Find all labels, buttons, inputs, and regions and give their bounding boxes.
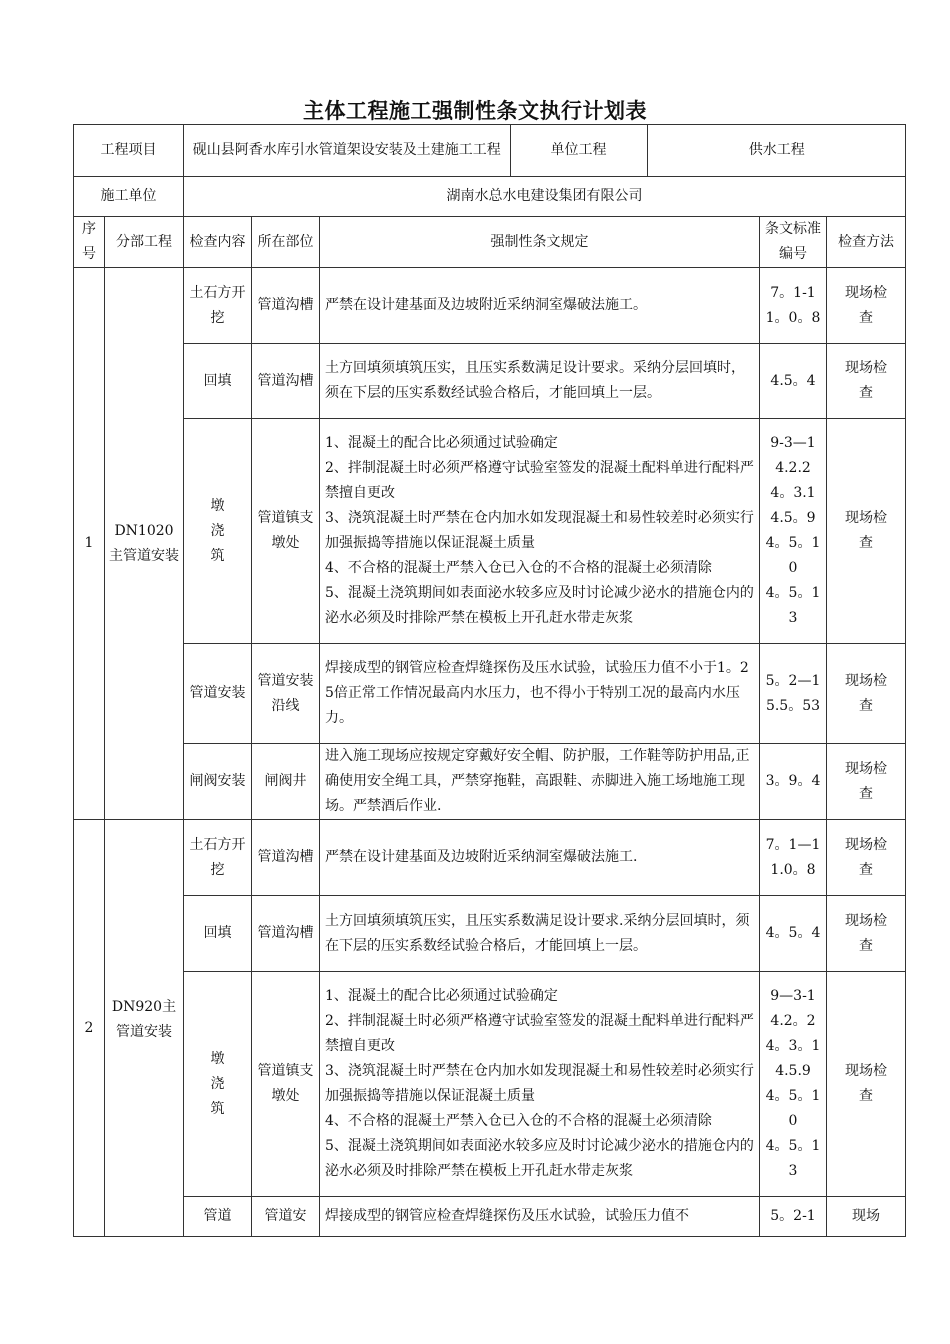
contractor-label: 施工单位	[74, 177, 184, 217]
row-code: 7。1-11。0。8	[760, 268, 827, 344]
code-line: 4。5。10	[765, 1088, 821, 1129]
regulation-line: 2、拌制混凝土时必须严格遵守试验室签发的混凝土配料单进行配料严禁擅自更改	[325, 460, 754, 501]
row-regulation	[320, 268, 760, 344]
row-regulation	[320, 744, 760, 820]
code-line: 9—3-1	[770, 988, 816, 1004]
row-location: 管道沟槽	[252, 896, 320, 972]
regulation-line: 3、浇筑混凝土时严禁在仓内加水如发现混凝土和易性较差时必须实行加强振捣等措施以保证混凝土质量	[325, 1063, 754, 1104]
row-content: 闸阀安装	[184, 744, 252, 820]
row-code: 5。2-1	[760, 1197, 827, 1237]
page-title: 主体工程施工强制性条文执行计划表	[303, 99, 647, 123]
header-row	[74, 217, 906, 268]
row-method: 现场检查	[827, 644, 906, 744]
row-method: 现场检查	[827, 896, 906, 972]
row-content: 墩浇筑	[184, 419, 252, 644]
row-method: 现场检查	[827, 268, 906, 344]
table-row	[74, 972, 906, 1197]
row-code	[760, 644, 827, 744]
regulation-line: 焊接成型的钢管应检查焊缝探伤及压水试验，试验压力值不	[325, 1208, 689, 1224]
row-location: 管道沟槽	[252, 820, 320, 896]
row-content: 管道	[184, 1197, 252, 1237]
regulation-line: 4、不合格的混凝土严禁入仓已入仓的不合格的混凝土必须清除	[325, 1113, 712, 1129]
regulation-line: 5、混凝土浇筑期间如表面泌水较多应及时讨论减少泌水的措施仓内的泌水必须及时排除严禁在模板上开孔赶水带走灰浆	[325, 585, 754, 626]
row-content: 墩浇筑	[184, 972, 252, 1197]
table-row	[74, 896, 906, 972]
row-location: 管道镇支墩处	[252, 972, 320, 1197]
project-value: 砚山县阿香水库引水管道架设安装及土建施工工程	[184, 125, 510, 176]
row-method: 现场检查	[827, 744, 906, 820]
table-row	[74, 1197, 906, 1237]
header-division: 分部工程	[105, 217, 184, 268]
row-content: 土石方开挖	[184, 268, 252, 344]
info-row-contractor	[74, 177, 906, 217]
table-row	[74, 820, 906, 896]
row-code	[760, 972, 827, 1197]
code-line: 5.5。53	[765, 697, 821, 714]
code-line: 4.2。2	[770, 1013, 816, 1029]
row-content: 土石方开挖	[184, 820, 252, 896]
regulation-table	[73, 124, 906, 1237]
unit-label: 单位工程	[510, 125, 647, 176]
regulation-line: 严禁在设计建基面及边坡附近采纳洞室爆破法施工.	[325, 849, 638, 865]
row-code: 3。9。4	[760, 744, 827, 820]
table-row	[74, 744, 906, 820]
code-line: 4.5.9	[775, 1063, 811, 1079]
code-line: 5。2—1	[765, 672, 821, 689]
contractor-value: 湖南水总水电建设集团有限公司	[184, 177, 906, 217]
table-row	[74, 344, 906, 419]
row-regulation	[320, 896, 760, 972]
row-code: 4.5。4	[760, 344, 827, 419]
row-method: 现场	[827, 1197, 906, 1237]
table-row	[74, 268, 906, 344]
code-line: 9-3—1	[770, 435, 816, 451]
code-line: 4。5。13	[765, 1138, 821, 1179]
code-line: 4.2.2	[775, 460, 811, 476]
row-content: 回填	[184, 344, 252, 419]
row-location: 管道沟槽	[252, 268, 320, 344]
regulation-line: 土方回填须填筑压实，且压实系数满足设计要求。采纳分层回填时，须在下层的压实系数经试验合格后，才能回填上一层。	[325, 360, 745, 401]
row-location: 管道镇支墩处	[252, 419, 320, 644]
regulation-line: 严禁在设计建基面及边坡附近采纳洞室爆破法施工。	[325, 297, 647, 313]
header-content: 检查内容	[184, 217, 252, 268]
row-location: 管道安	[252, 1197, 320, 1237]
table-row	[74, 644, 906, 744]
code-line: 4。5。10	[765, 535, 821, 576]
row-division: DN1020主管道安装	[105, 268, 184, 820]
project-label: 工程项目	[74, 125, 184, 177]
row-regulation	[320, 1197, 760, 1237]
regulation-line: 4、不合格的混凝土严禁入仓已入仓的不合格的混凝土必须清除	[325, 560, 712, 576]
row-code: 4。5。4	[760, 896, 827, 972]
row-division: DN920主管道安装	[105, 820, 184, 1237]
header-seq: 序号	[74, 217, 105, 268]
row-seq: 2	[74, 820, 105, 1237]
row-regulation	[320, 344, 760, 419]
code-line: 1.0。8	[770, 861, 816, 878]
code-line: 4.5。9	[770, 510, 816, 526]
code-line: 4。3.1	[770, 485, 816, 501]
row-regulation	[320, 972, 760, 1197]
regulation-line: 焊接成型的钢管应检查焊缝探伤及压水试验，试验压力值不小于1。25倍正常工作情况最高内水压力，也不得小于特别工况的最高内水压力。	[325, 660, 749, 726]
row-content: 回填	[184, 896, 252, 972]
header-code: 条文标准编号	[760, 217, 827, 268]
row-regulation	[320, 644, 760, 744]
row-method: 现场检查	[827, 972, 906, 1197]
regulation-line: 1、混凝土的配合比必须通过试验确定	[325, 988, 558, 1004]
regulation-line: 1、混凝土的配合比必须通过试验确定	[325, 435, 558, 451]
regulation-line: 5、混凝土浇筑期间如表面泌水较多应及时讨论减少泌水的措施仓内的泌水必须及时排除严禁在模板上开孔赶水带走灰浆	[325, 1138, 754, 1179]
row-content: 管道安装	[184, 644, 252, 744]
regulation-line: 土方回填须填筑压实，且压实系数满足设计要求.采纳分层回填时，须在下层的压实系数经试验合格后，才能回填上一层。	[325, 912, 750, 954]
row-regulation	[320, 419, 760, 644]
info-row-project	[74, 125, 906, 177]
regulation-line: 2、拌制混凝土时必须严格遵守试验室签发的混凝土配料单进行配料严禁擅自更改	[325, 1013, 754, 1054]
unit-value: 供水工程	[748, 142, 805, 158]
table-row	[74, 419, 906, 644]
row-method: 现场检查	[827, 419, 906, 644]
row-code	[760, 419, 827, 644]
code-line: 7。1—1	[765, 836, 821, 853]
row-regulation	[320, 820, 760, 896]
header-method: 检查方法	[827, 217, 906, 268]
row-code	[760, 820, 827, 896]
code-line: 4。5。13	[765, 585, 821, 626]
header-regulation: 强制性条文规定	[320, 217, 760, 268]
row-method: 现场检查	[827, 820, 906, 896]
row-location: 闸阀井	[252, 744, 320, 820]
row-seq: 1	[74, 268, 105, 820]
row-location: 管道安装沿线	[252, 644, 320, 744]
regulation-line: 进入施工现场应按规定穿戴好安全帽、防护服，工作鞋等防护用品,正确使用安全绳工具，严禁穿拖鞋，高跟鞋、赤脚进入施工场地施工现场。严禁酒后作业.	[325, 748, 750, 814]
regulation-line: 3、浇筑混凝土时严禁在仓内加水如发现混凝土和易性较差时必须实行加强振捣等措施以保证混凝土质量	[325, 510, 754, 551]
row-method: 现场检查	[827, 344, 906, 419]
row-location: 管道沟槽	[252, 344, 320, 419]
header-location: 所在部位	[252, 217, 320, 268]
code-line: 4。3。1	[765, 1038, 821, 1054]
